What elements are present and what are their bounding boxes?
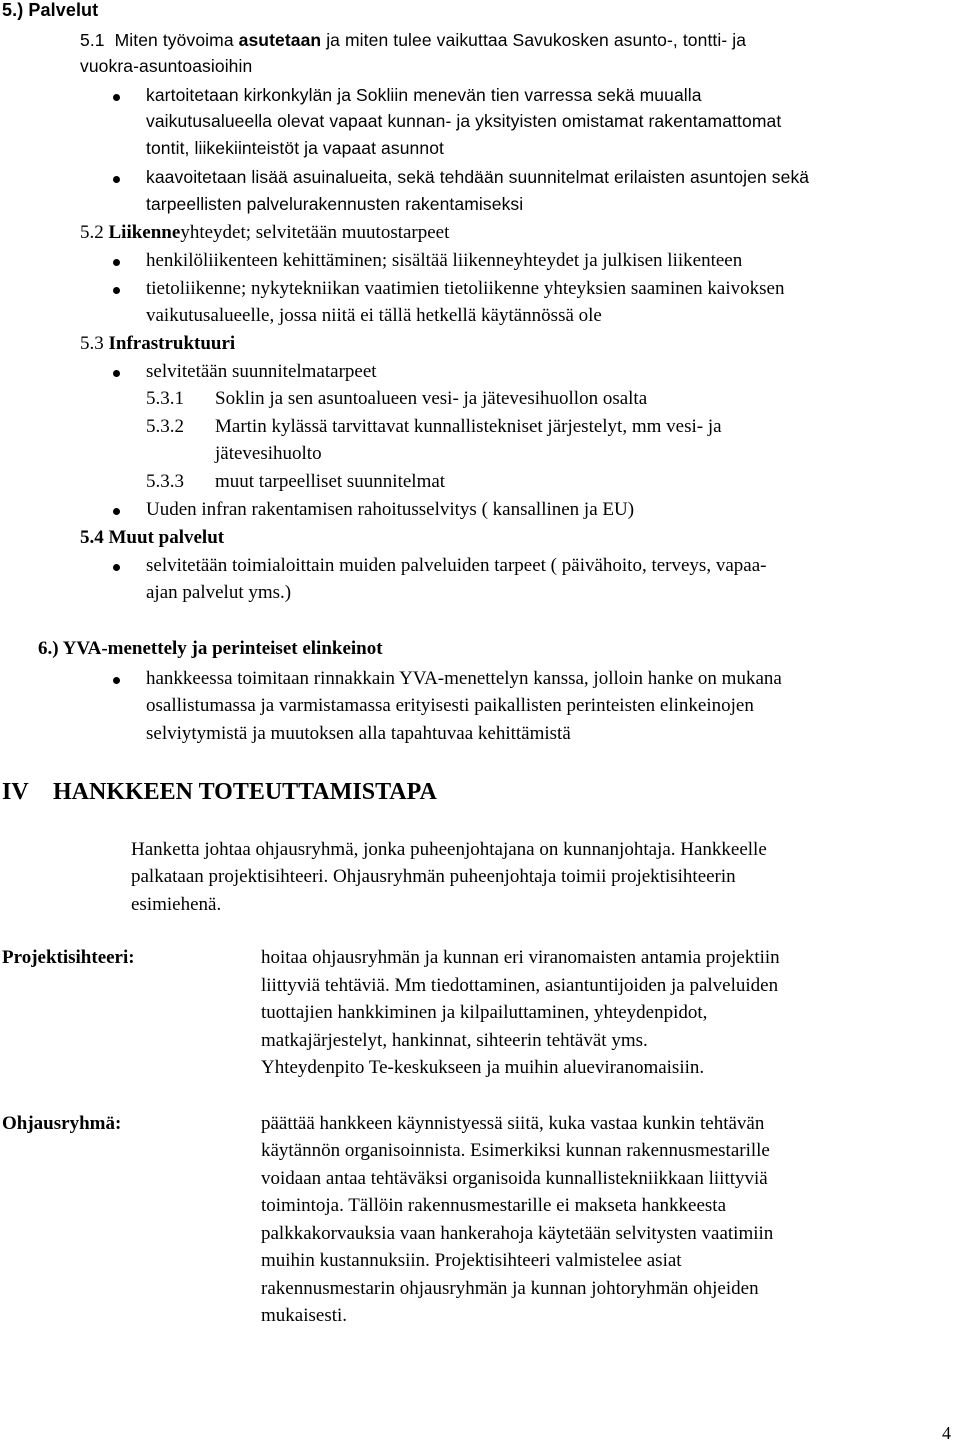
list-item-line: tarpeellisten palvelurakennusten rakentamiseksi — [146, 194, 524, 214]
list-item-line: selviytymistä ja muutoksen alla tapahtuvaa kehittämistä — [146, 723, 571, 744]
bullet-dot — [113, 677, 120, 684]
intro-line: palkataan projektisihteeri. Ohjausryhmän puheenjohtaja toimii projektisihteerin — [131, 866, 736, 887]
list-item-line: kaavoitetaan lisää asuinalueita, sekä tehdään suunnitelmat erilaisten asuntojen sekä — [146, 167, 810, 187]
chapter-numeral: IV — [2, 779, 29, 805]
subsection-text: jätevesihuolto — [215, 443, 322, 464]
role-description-line: päättää hankkeen käynnistyessä siitä, kuka vastaa kunkin tehtävän — [261, 1113, 765, 1134]
list-item-line: ajan palvelut yms.) — [146, 582, 292, 603]
role-description-line: mukaisesti. — [261, 1305, 348, 1326]
section-5-3-title: 5.3 Infrastruktuuri — [80, 333, 236, 354]
list-item-line: kartoitetaan kirkonkylän ja Sokliin menevän tien varressa sekä muualla — [146, 85, 702, 105]
bullet-dot — [113, 259, 120, 266]
section-5-1-title: 5.1 Miten työvoima asutetaan ja miten tulee vaikuttaa Savukosken asunto-, tontti- ja — [80, 30, 747, 50]
subsection-number: 5.3.3 — [146, 471, 184, 492]
list-item-line: henkilöliikenteen kehittäminen; sisältää liikenneyhteydet ja julkisen liikenteen — [146, 250, 743, 271]
role-description-line: voidaan antaa tehtäväksi organisoida kunnallistekniikkaan liittyviä — [261, 1168, 768, 1189]
role-description-line: tuottajien hankkiminen ja kilpailuttaminen, yhteydenpidot, — [261, 1002, 708, 1023]
role-description-line: muihin kustannuksiin. Projektisihteeri valmistelee asiat — [261, 1250, 682, 1271]
role-description-line: liittyviä tehtäviä. Mm tiedottaminen, asiantuntijoiden ja palveluiden — [261, 975, 779, 996]
section-5-1-title-line2: vuokra-asuntoasioihin — [80, 56, 253, 76]
section-5-heading: 5.) Palvelut — [2, 0, 99, 20]
subsection-text: Soklin ja sen asuntoalueen vesi- ja jätevesihuollon osalta — [215, 388, 648, 409]
list-item-line: hankkeessa toimitaan rinnakkain YVA-menettelyn kanssa, jolloin hanke on mukana — [146, 668, 782, 689]
role-description-line: rakennusmestarin ohjausryhmän ja kunnan johtoryhmän ohjeiden — [261, 1278, 759, 1299]
role-label-ohjausryhma: Ohjausryhmä: — [2, 1113, 122, 1134]
list-item-line: vaikutusalueelle, jossa niitä ei tällä hetkellä käytännössä ole — [146, 305, 602, 326]
section-5-2-title: 5.2 Liikenneyhteydet; selvitetään muutostarpeet — [80, 222, 450, 243]
list-item-line: osallistumassa ja varmistamassa erityisesti paikallisten perinteisten elinkeinojen — [146, 695, 754, 716]
intro-line: esimiehenä. — [131, 894, 222, 915]
chapter-title: HANKKEEN TOTEUTTAMISTAPA — [53, 779, 437, 805]
bullet-dot — [113, 94, 120, 101]
role-label-projektisihteeri: Projektisihteeri: — [2, 947, 135, 968]
list-item-line: Uuden infran rakentamisen rahoitusselvitys ( kansallinen ja EU) — [146, 499, 635, 520]
list-item-line: selvitetään suunnitelmatarpeet — [146, 361, 377, 382]
page-number: 4 — [942, 1423, 951, 1443]
list-item-line: selvitetään toimialoittain muiden palveluiden tarpeet ( päivähoito, terveys, vapaa- — [146, 555, 767, 576]
section-6-heading: 6.) YVA-menettely ja perinteiset elinkeinot — [38, 638, 383, 659]
bullet-dot — [113, 508, 120, 515]
role-description-line: palkkakorvauksia vaan hankerahoja käytetään selvitysten vaatimiin — [261, 1223, 774, 1244]
section-5-4-title: 5.4 Muut palvelut — [80, 527, 225, 548]
bullet-dot — [113, 370, 120, 377]
subsection-text: muut tarpeelliset suunnitelmat — [215, 471, 446, 492]
section-5-1-number: 5.1 — [80, 30, 105, 50]
role-description-line: toimintoja. Tällöin rakennusmestarille ei makseta hankkeesta — [261, 1195, 727, 1216]
role-description-line: hoitaa ohjausryhmän ja kunnan eri viranomaisten antamia projektiin — [261, 947, 780, 968]
role-description-line: käytännön organisoinnista. Esimerkiksi kunnan rakennusmestarille — [261, 1140, 770, 1161]
subsection-number: 5.3.1 — [146, 388, 184, 409]
list-item-line: tontit, liikekiinteistöt ja vapaat asunnot — [146, 138, 444, 158]
bullet-dot — [113, 287, 120, 294]
bullet-dot — [113, 176, 120, 183]
role-description-line: matkajärjestelyt, hankinnat, sihteerin tehtävät yms. — [261, 1030, 648, 1051]
list-item-line: tietoliikenne; nykytekniikan vaatimien tietoliikenne yhteyksien saaminen kaivoksen — [146, 278, 785, 299]
role-description-line: Yhteydenpito Te-keskukseen ja muihin alueviranomaisiin. — [261, 1057, 705, 1078]
subsection-number: 5.3.2 — [146, 416, 184, 437]
bullet-dot — [113, 564, 120, 571]
intro-line: Hanketta johtaa ohjausryhmä, jonka puheenjohtajana on kunnanjohtaja. Hankkeelle — [131, 839, 767, 860]
list-item-line: vaikutusalueella olevat vapaat kunnan- ja yksityisten omistamat rakentamattomat — [146, 111, 782, 131]
subsection-text: Martin kylässä tarvittavat kunnallistekniset järjestelyt, mm vesi- ja — [215, 416, 722, 437]
